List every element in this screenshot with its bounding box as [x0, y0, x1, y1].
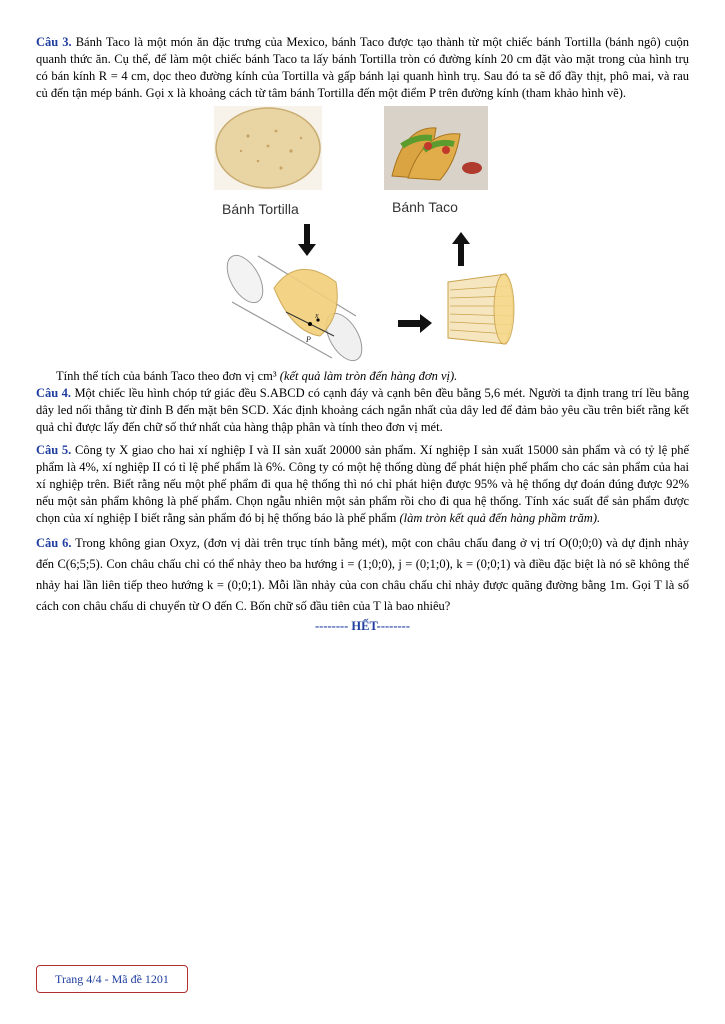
question-6-text: Trong không gian Oxyz, (đơn vị dài trên trục tính bằng mét), một con châu chấu đang ở vị trí O(0;0;0) và dự định nhảy đến C(6;5;5). Con châu chấu chỉ có thể nhảy theo ba hướng i = (1;0;0), j = (0;1;0), k = (0;0;1) và điều đặc biệt là nó sẽ không thể nhảy hai lần liên tiếp theo hướng k = (0;0;1). Mỗi lần nhảy của con châu chấu chỉ nhảy được quãng đường bằng 1m. Gọi T là số cách con châu chấu di chuyển từ O đến C. Bốn chữ số đầu tiên của T là bao nhiêu?	[36, 536, 689, 613]
question-5-note: (làm tròn kết quả đến hàng phầm trăm).	[399, 511, 601, 525]
question-6-label: Câu 6.	[36, 536, 72, 550]
end-marker: -------- HẾT--------	[315, 619, 410, 633]
caption-tortilla: Bánh Tortilla	[222, 201, 299, 217]
question-6	[36, 533, 689, 617]
question-3-label: Câu 3.	[36, 35, 72, 49]
page-footer: Trang 4/4 - Mã đề 1201	[36, 965, 188, 993]
arrow-down-icon	[298, 224, 316, 256]
question-3	[36, 34, 689, 102]
question-3-prompt	[36, 368, 689, 385]
question-5-text: Công ty X giao cho hai xí nghiệp I và II sản xuất 20000 sản phẩm. Xí nghiệp I sản xuất 15000 sản phẩm và có tỷ lệ phế phẩm là 4%, xí nghiệp II có tỉ lệ phế phẩm là 6%. Công ty có một hệ thống dùng để phát hiện phế phẩm cho các sản phẩm của hai xí nghiệp trên. Biết rằng nếu một phế phẩm đi qua hệ thống thì nó chỉ phát hiện được 95% và hệ thống dự đoán đúng được 92% nếu một sản phẩm không là phế phẩm. Chọn ngẫu nhiên một sản phẩm rồi cho đi qua hệ thống. Tính xác suất để sản phẩm được chọn của xí nghiệp I biết rằng sản phẩm đó bị hệ thống báo là phế phẩm	[36, 443, 690, 525]
question-4-text: Một chiếc lều hình chóp tứ giác đều S.ABCD có cạnh đáy và cạnh bên đều bằng 5,6 mét. Người ta định trang trí lều bằng dây led nối thẳng từ đỉnh B đến mặt bên SCD. Xác định khoảng cách ngắn nhất của dây led để đảm bảo yêu cầu trên biết rằng kết quả chỉ được lấy đến chữ số thứ nhất của hàng thập phân và tính theo đơn vị mét.	[36, 386, 690, 434]
question-5	[36, 442, 689, 527]
caption-taco: Bánh Taco	[392, 199, 458, 215]
arrow-right-icon	[398, 314, 432, 333]
label-x: x	[315, 311, 319, 320]
taco-figure	[36, 106, 689, 368]
taco-illustration	[36, 106, 689, 368]
question-4-label: Câu 4.	[36, 386, 72, 400]
label-p: P	[306, 335, 311, 344]
question-3-text: Bánh Taco là một món ăn đặc trưng của Mexico, bánh Taco được tạo thành từ một chiếc bánh Tortilla (bánh ngô) cuộn quanh thức ăn. Cụ thể, để làm một chiếc bánh Taco ta lấy bánh Tortilla tròn có đường kính 20 cm đặt vào mặt trong của hình trụ có bán kính R = 4 cm, dọc theo đường kính của Tortilla và gấp bánh lại quanh hình trụ. Sau đó ta sẽ đổ đầy thịt, phô mai, và rau củ đến tận mép bánh. Gọi x là khoảng cách từ tâm bánh Tortilla đến một điểm P trên đường kính (tham khảo hình vẽ).	[36, 35, 690, 100]
arrow-up-icon	[452, 232, 470, 266]
question-3-question: Tính thể tích của bánh Taco theo đơn vị cm³	[56, 369, 277, 383]
page-content	[36, 34, 689, 634]
tortilla-photo	[216, 108, 320, 188]
folded-taco-diagram	[448, 274, 514, 344]
question-4	[36, 385, 689, 436]
cylinder-diagram	[220, 249, 369, 366]
question-3-note: (kết quả làm tròn đến hàng đơn vị).	[279, 369, 458, 383]
question-5-label: Câu 5.	[36, 443, 72, 457]
